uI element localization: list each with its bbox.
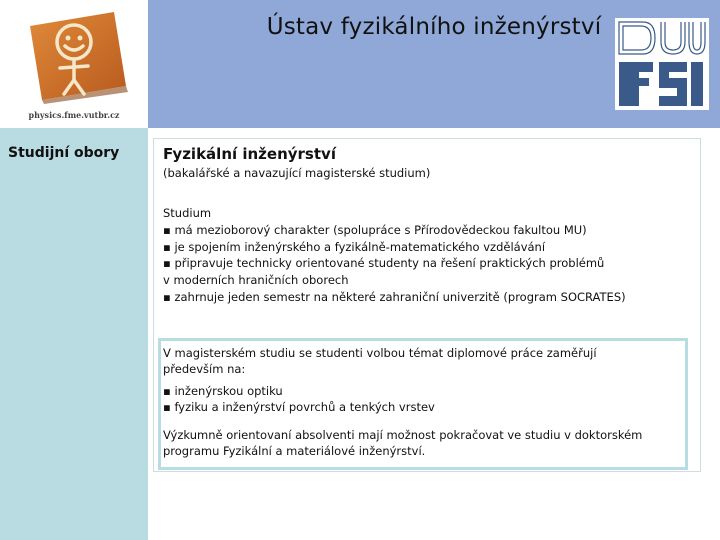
fsi-logo xyxy=(615,18,709,110)
main-title: Fyzikální inženýrství xyxy=(163,145,336,163)
magister-intro-line: V magisterském studiu se studenti volbou témat diplomové práce zaměřují xyxy=(163,346,597,360)
study-section xyxy=(163,205,693,306)
magister-item: ▪ inženýrskou optiku xyxy=(163,384,283,398)
sidebar xyxy=(0,128,148,540)
smiley-logo xyxy=(22,8,132,104)
magister-item: ▪ fyziku a inženýrství povrchů a tenkých vrstev xyxy=(163,400,435,414)
magister-intro-line: především na: xyxy=(163,362,246,376)
study-item: ▪ je spojením inženýrského a fyzikálně-matematického vzdělávání xyxy=(163,239,546,254)
smiley-logo-icon xyxy=(22,8,132,104)
sidebar-label-study-fields: Studijní obory xyxy=(8,145,120,161)
page-title: Ústav fyzikálního inženýrství xyxy=(266,14,602,40)
study-item: ▪ zahrnuje jeden semestr na některé zahraniční univerzitě (program SOCRATES) xyxy=(163,289,626,304)
main-subtitle: (bakalářské a navazující magisterské studium) xyxy=(163,166,431,180)
study-heading: Studium xyxy=(163,206,212,220)
magister-section xyxy=(163,345,683,459)
outro-line: programu Fyzikální a materiálové inženýrství. xyxy=(163,444,426,458)
fsi-logo-icon xyxy=(615,18,709,110)
study-item: ▪ má mezioborový charakter (spolupráce s Přírodovědeckou fakultou MU) xyxy=(163,222,587,237)
study-item: v moderních hraničních oborech xyxy=(163,273,349,288)
logo-url-label: physics.fme.vutbr.cz xyxy=(28,110,120,120)
study-item: ▪ připravuje technicky orientované studenty na řešení praktických problémů xyxy=(163,256,605,271)
outro-line: Výzkumně orientovaní absolventi mají možnost pokračovat ve studiu v doktorském xyxy=(163,428,643,442)
